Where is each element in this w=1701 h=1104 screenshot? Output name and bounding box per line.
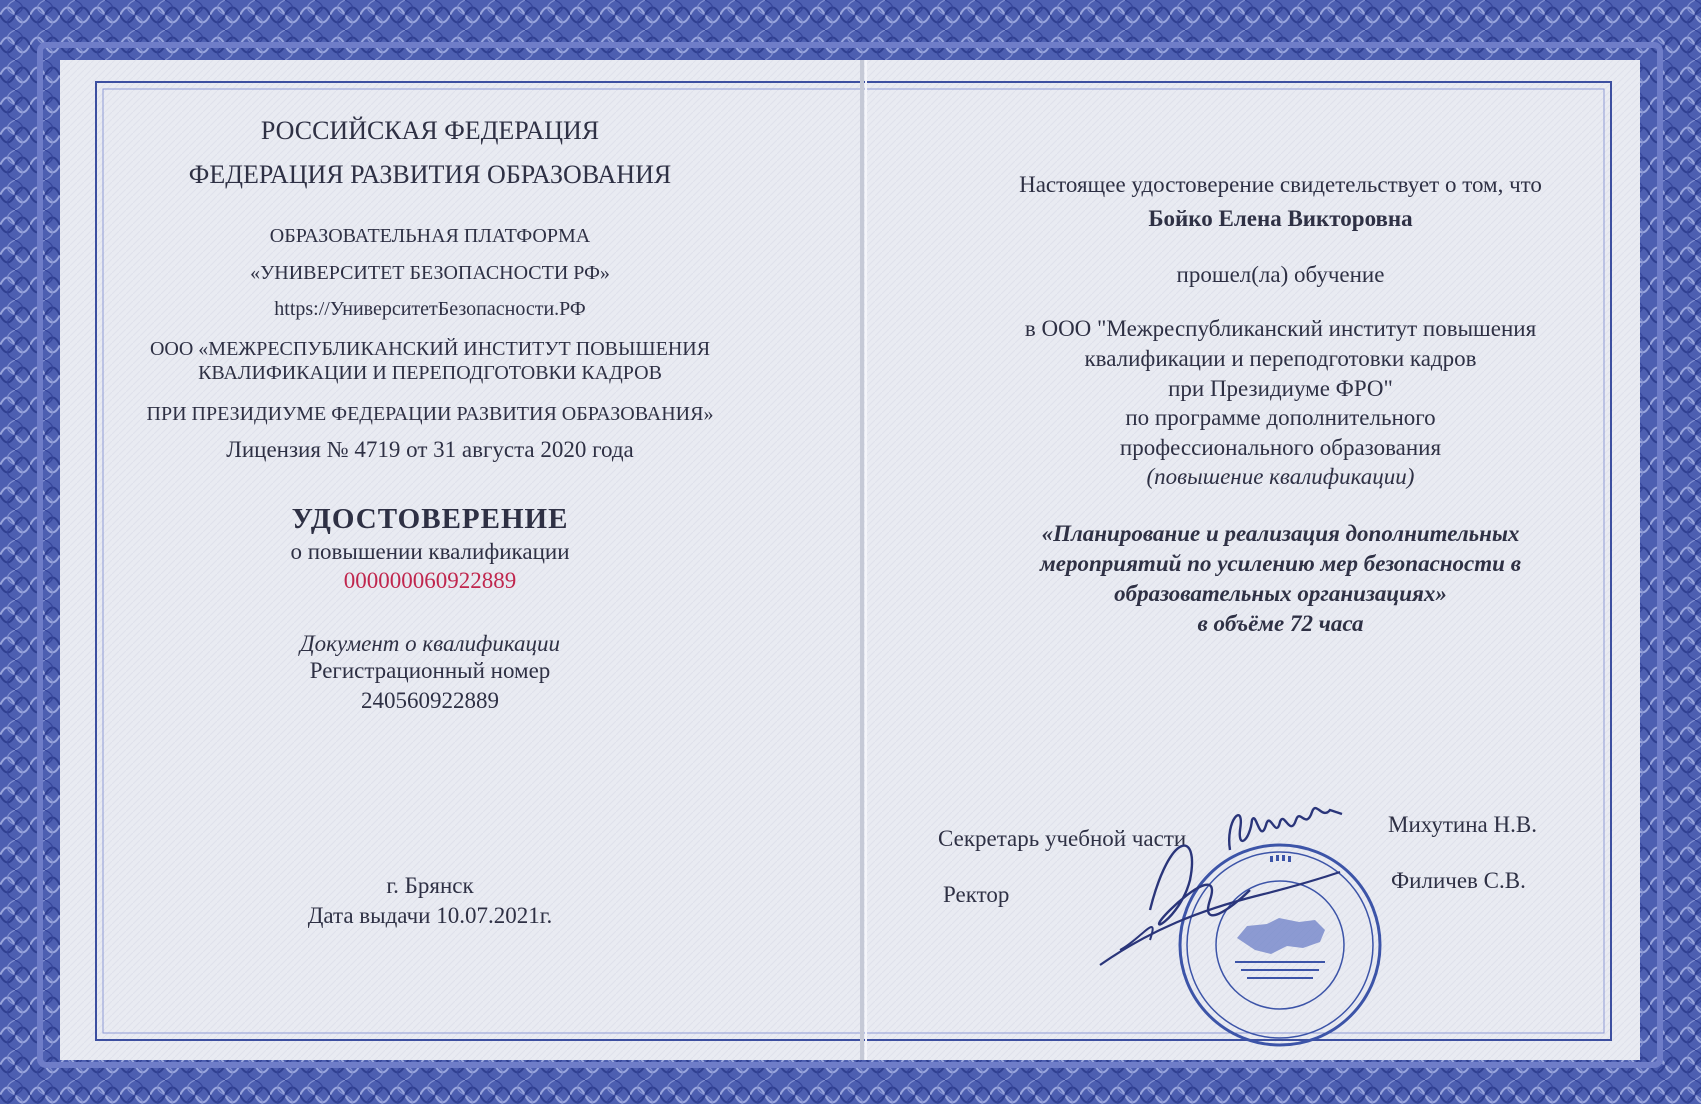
org-line-3: ПРИ ПРЕЗИДИУМЕ ФЕДЕРАЦИИ РАЗВИТИЯ ОБРАЗОВАНИЯ» <box>146 403 714 425</box>
course-hours: в объёме 72 часа <box>1197 611 1364 636</box>
signatures <box>1080 790 1400 970</box>
course-title-line-2: мероприятий по усилению мер безопасности в <box>1040 551 1521 576</box>
document-title: УДОСТОВЕРЕНИЕ <box>291 503 569 535</box>
person-name: Бойко Елена Викторовна <box>1148 206 1413 231</box>
institute-line-1: в ООО "Межреспубликанский институт повышения <box>1024 316 1537 341</box>
registration-number: 240560922889 <box>361 688 499 713</box>
platform-line-1: ОБРАЗОВАТЕЛЬНАЯ ПЛАТФОРМА <box>269 225 591 247</box>
rector-label: Ректор <box>943 882 1010 907</box>
course-title-line-1: «Планирование и реализация дополнительных <box>1041 521 1520 546</box>
document-number: 000000060922889 <box>343 568 517 593</box>
platform-line-2: «УНИВЕРСИТЕТ БЕЗОПАСНОСТИ РФ» <box>250 262 610 284</box>
country-heading: РОССИЙСКАЯ ФЕДЕРАЦИЯ <box>260 116 600 145</box>
program-type: (повышение квалификации) <box>1146 464 1415 489</box>
course-title-line-3: образовательных организациях» <box>1114 581 1447 606</box>
program-line-1: по программе дополнительного <box>1125 405 1436 430</box>
document-subtitle: о повышении квалификации <box>290 539 570 564</box>
institute-line-3: при Президиуме ФРО" <box>1168 376 1393 401</box>
qualification-document-label: Документ о квалификации <box>299 631 561 656</box>
program-line-2: профессионального образования <box>1119 435 1442 460</box>
institute-line-2: квалификации и переподготовки кадров <box>1084 346 1477 371</box>
org-line-1: ООО «МЕЖРЕСПУБЛИКАНСКИЙ ИНСТИТУТ ПОВЫШЕНИЯ <box>149 338 711 360</box>
intro-text: Настоящее удостоверение свидетельствует о том, что <box>1019 172 1542 197</box>
issue-date: Дата выдачи 10.07.2021г. <box>307 903 553 928</box>
org-line-2: КВАЛИФИКАЦИИ И ПЕРЕПОДГОТОВКИ КАДРОВ <box>198 362 662 384</box>
secretary-label: Секретарь учебной части <box>938 826 1187 851</box>
federation-heading: ФЕДЕРАЦИЯ РАЗВИТИЯ ОБРАЗОВАНИЯ <box>188 160 672 189</box>
rector-name: Филичев С.В. <box>1391 868 1526 893</box>
registration-label: Регистрационный номер <box>309 658 551 683</box>
secretary-name: Михутина Н.В. <box>1388 812 1537 837</box>
license-text: Лицензия № 4719 от 31 августа 2020 года <box>226 437 634 462</box>
completed-training: прошел(ла) обучение <box>1176 262 1385 287</box>
city-text: г. Брянск <box>386 873 474 898</box>
website-text: https://УниверситетБезопасности.РФ <box>274 298 586 320</box>
